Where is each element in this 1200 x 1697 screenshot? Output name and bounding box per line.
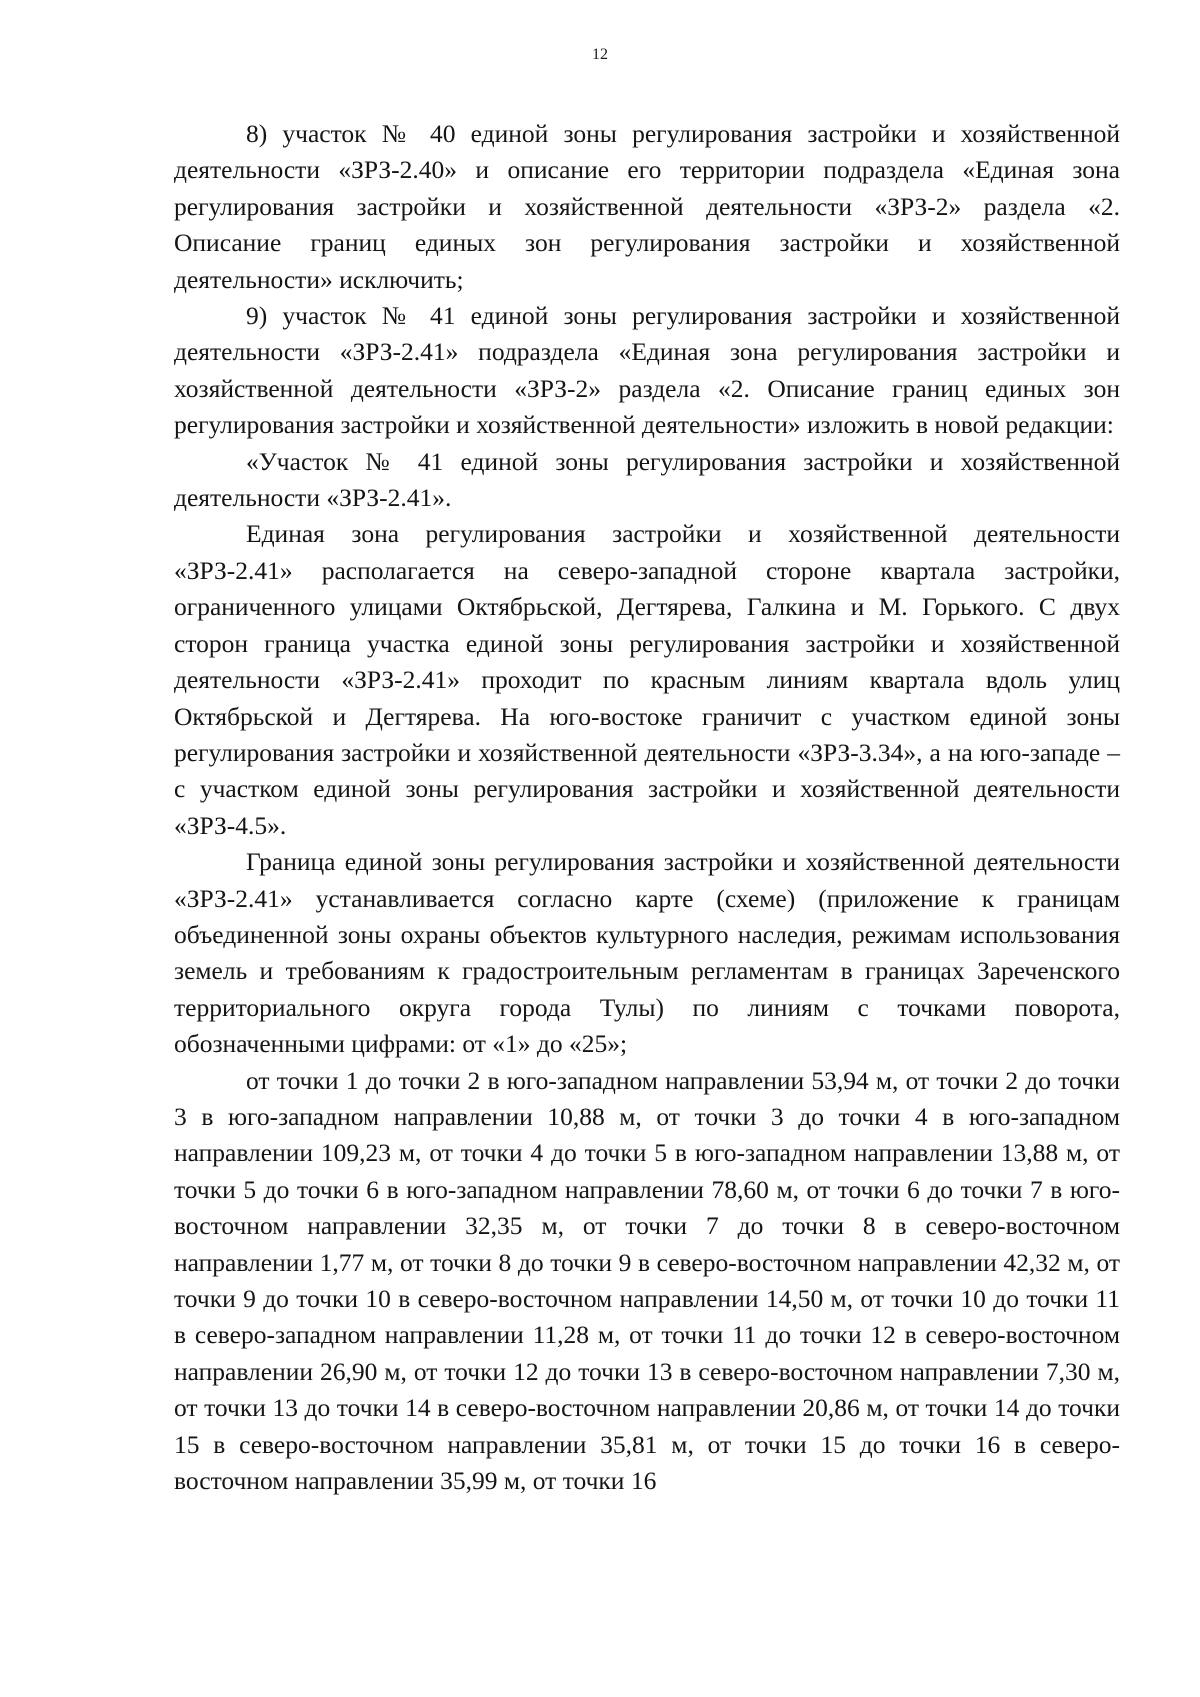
paragraph-boundary-points: от точки 1 до точки 2 в юго-западном направлении 53,94 м, от точки 2 до точки 3 в юго-западном направлении 10,88 м, от точки 3 до точки 4 в юго-западном направлении 109,23 м, от точки 4 до точки 5 в юго-западном направлении 13,88 м, от точки 5 до точки 6 в юго-западном направлении 78,60 м, от точки 6 до точки 7 в юго-восточном направлении 32,35 м, от точки 7 до точки 8 в северо-восточном направлении 1,77 м, от точки 8 до точки 9 в северо-восточном направлении 42,32 м, от точки 9 до точки 10 в северо-восточном направлении 14,50 м, от точки 10 до точки 11 в северо-западном направлении 11,28 м, от точки 11 до точки 12 в северо-восточном направлении 26,90 м, от точки 12 до точки 13 в северо-восточном направлении 7,30 м, от точки 13 до точки 14 в северо-восточном направлении 20,86 м, от точки 14 до точки 15 в северо-восточном направлении 35,81 м, от точки 15 до точки 16 в северо-восточном направлении 35,99 м, от точки 16: [174, 1065, 1120, 1496]
paragraph-item-8: 8) участок № 40 единой зоны регулирования застройки и хозяйственной деятельности «ЗРЗ-2.40» и описание его территории подраздела «Единая зона регулирования застройки и хозяйственной деятельности «ЗРЗ-2» раздела «2. Описание границ единых зон регулирования застройки и хозяйственной деятельности» исключить;: [174, 119, 1120, 294]
paragraph-zone-boundary: Граница единой зоны регулирования застройки и хозяйственной деятельности «ЗРЗ-2.41» устанавливается согласно карте (схеме) (приложение к границам объединенной зоны охраны объектов культурного наследия, режимам использования земель и требованиям к градостроительным регламентам в границах Зареченского территориального округа города Тулы) по линиям с точками поворота, обозначенными цифрами: от «1» до «25»;: [174, 847, 1120, 1059]
paragraph-item-9: 9) участок № 41 единой зоны регулирования застройки и хозяйственной деятельности «ЗРЗ-2.41» подраздела «Единая зона регулирования застройки и хозяйственной деятельности «ЗРЗ-2» раздела «2. Описание границ единых зон регулирования застройки и хозяйственной деятельности» изложить в новой редакции:: [174, 301, 1120, 440]
page-number: 12: [592, 46, 608, 63]
document-body: [174, 116, 1120, 1499]
paragraph-section-title: «Участок № 41 единой зоны регулирования застройки и хозяйственной деятельности «ЗРЗ-2.41».: [174, 446, 1120, 513]
paragraph-zone-location: Единая зона регулирования застройки и хозяйственной деятельности «ЗРЗ-2.41» располагается на северо-западной стороне квартала застройки, ограниченного улицами Октябрьской, Дегтярева, Галкина и М. Горького. С двух сторон граница участка единой зоны регулирования застройки и хозяйственной деятельности «ЗРЗ-2.41» проходит по красным линиям квартала вдоль улиц Октябрьской и Дегтярева. На юго-востоке граничит с участком единой зоны регулирования застройки и хозяйственной деятельности «ЗРЗ-3.34», а на юго-западе – с участком единой зоны регулирования застройки и хозяйственной деятельности «ЗРЗ-4.5».: [174, 519, 1120, 840]
